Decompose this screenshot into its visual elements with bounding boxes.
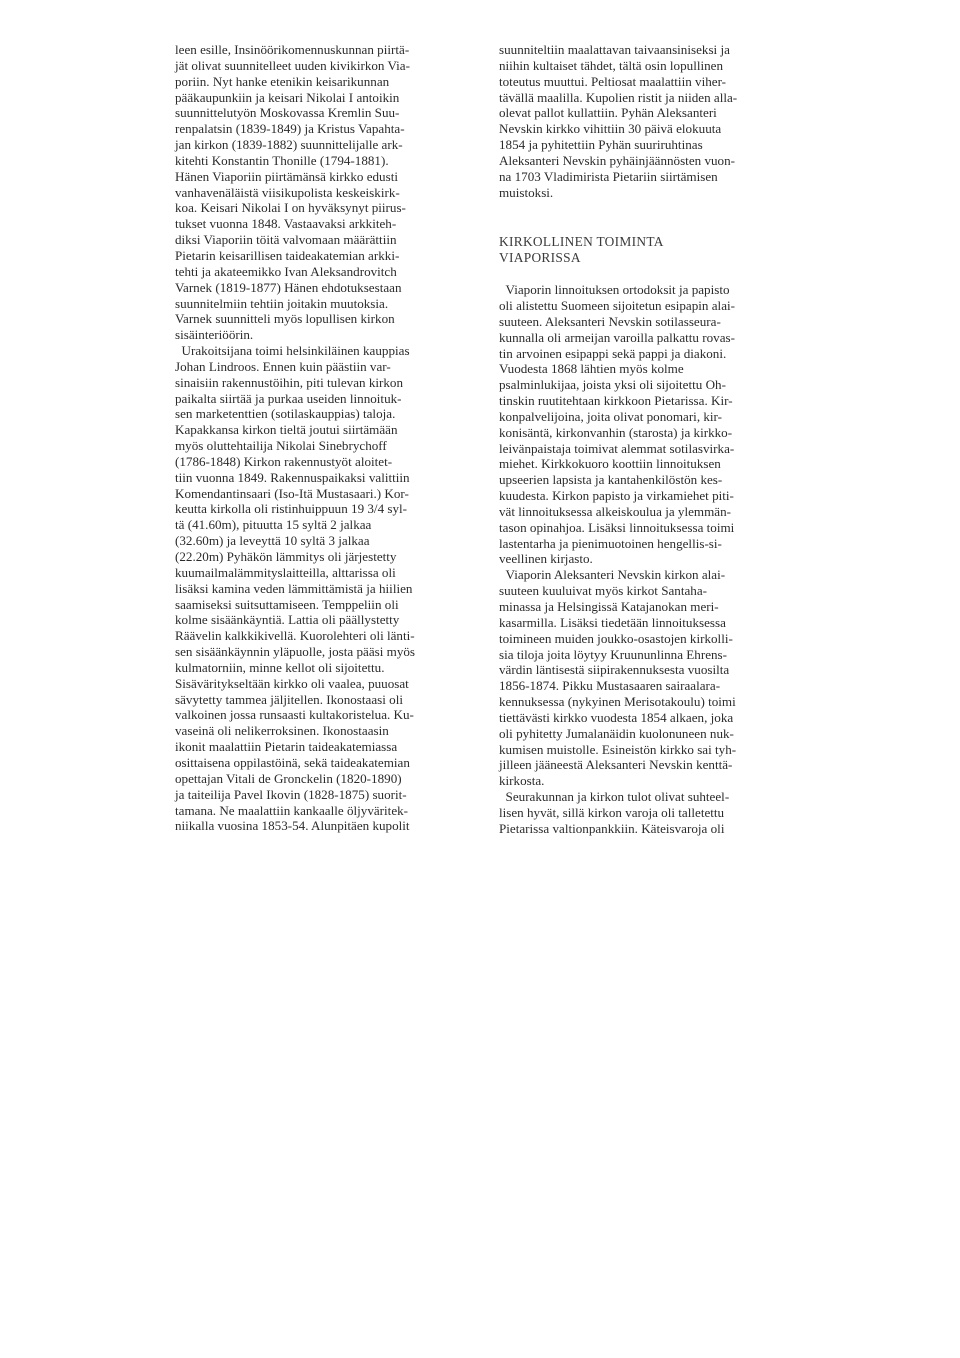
text-line: kitehti Konstantin Thonille (1794-1881). <box>175 152 389 168</box>
heading-line: VIAPORISSA <box>499 250 581 266</box>
text-line: poriin. Nyt hanke etenikin keisarikunnan <box>175 73 390 89</box>
text-line: sen marketenttien (sotilaskauppias) taloja. <box>175 406 396 422</box>
text-line: Viaporin Aleksanteri Nevskin kirkon alai- <box>499 567 726 583</box>
text-line: (22.20m) Pyhäkön lämmitys oli järjestetty <box>175 549 397 564</box>
text-line: 1856-1874. Pikku Mustasaaren sairaalara- <box>499 678 721 694</box>
text-line: jilleen jääneestä Aleksanteri Nevskin kenttä- <box>499 757 733 773</box>
text-line: Sisäväritykseltään kirkko oli vaalea, puuosat <box>175 675 409 691</box>
text-line: Pietarin keisarillisen taideakatemian arkki- <box>175 247 400 263</box>
text-line: kuumailmalämmityslaitteilla, alttarissa oli <box>175 564 396 580</box>
text-line: tason opinahjoa. Lisäksi linnoituksessa toimi <box>499 519 735 535</box>
text-line: sia tiloja joita löytyy Kruununlinna Ehrens- <box>499 646 728 662</box>
section-spacer <box>499 266 767 282</box>
text-line: psalminlukijaa, joista yksi oli sijoitettu Oh- <box>499 377 726 393</box>
text-line: tävällä maalilla. Kupolien ristit ja niiden alla- <box>499 89 738 105</box>
section-heading <box>499 234 767 266</box>
text-line: tukset vuonna 1848. Vastaavaksi arkkiteh- <box>175 216 397 232</box>
text-line: minassa ja Helsingissä Katajanokan meri- <box>499 599 719 614</box>
text-line: Varnek suunnitteli myös lopullisen kirkon <box>175 311 395 327</box>
text-line: Kapakkansa kirkon tieltä joutui siirtämään <box>175 422 398 438</box>
text-line: suunniteltiin maalattavan taivaansiniseksi ja <box>499 42 730 57</box>
section-spacer <box>499 200 767 218</box>
text-line: suunnittelutyön Moskovassa Kremlin Suu- <box>175 105 400 121</box>
text-line: leen esille, Insinöörikomennuskunnan piirtä- <box>175 42 410 57</box>
text-line: osittaisena oppilastöinä, sekä taideakatemian <box>175 754 410 770</box>
text-line: upseerien lapsista ja kantahenkilöstön kes- <box>499 472 723 488</box>
text-line: tiin vuonna 1849. Rakennuspaikaksi valittiin <box>175 469 410 485</box>
text-line: ikonit maalattiin Pietarin taideakatemiassa <box>175 739 398 755</box>
text-line: (1786-1848) Kirkon rakennustyöt aloitet- <box>175 453 393 469</box>
text-line: pääkaupunkiin ja keisari Nikolai I antoikin <box>175 89 400 105</box>
text-line: oli pyhitetty Jumalanäidin kuolonuneen nuk- <box>499 725 734 741</box>
text-line: Hänen Viaporiin piirtämänsä kirkko edusti <box>175 168 398 184</box>
text-line: keutta kirkolla oli ristinhuippuun 19 3/4 syl- <box>175 501 408 517</box>
text-line: leivänpaistaja toimivat alemmat sotilasvirka- <box>499 440 735 456</box>
text-line: kolme sisäänkäyntiä. Lattia oli päällystetty <box>175 612 400 628</box>
text-line: valkoinen jossa runsaasti kultakoristelua. Ku- <box>175 707 414 723</box>
text-line: tä (41.60m), pituutta 15 syltä 2 jalkaa <box>175 517 372 533</box>
text-line: Johan Lindroos. Ennen kuin päästiin var- <box>175 358 391 374</box>
text-line: toimineen muiden joukko-osastojen kirkolli- <box>499 630 733 646</box>
text-line: kunnalla oli armeijan varoilla palkattu rovas- <box>499 329 735 345</box>
text-line: ja taiteilija Pavel Ikovin (1828-1875) suorit- <box>175 786 407 802</box>
text-line: (32.60m) ja leveyttä 10 syltä 3 jalkaa <box>175 533 370 549</box>
text-line: Räävelin kalkkikivellä. Kuorolehteri oli länti- <box>175 628 415 644</box>
text-line: olevat pallot kullattiin. Pyhän Aleksanteri <box>499 105 717 121</box>
text-line: saamiseksi suitsuttamiseen. Temppeliin oli <box>175 596 399 612</box>
text-line: niikalla vuosina 1853-54. Alunpitäen kupolit <box>175 818 410 834</box>
text-line: Pietarissa valtionpankkiin. Käteisvaroja oli <box>499 820 725 836</box>
text-line: suuteen kuuluivat myös kirkot Santaha- <box>499 583 708 599</box>
text-line: sisäinteriöörin. <box>175 327 254 343</box>
text-line: diksi Viaporiin töitä valvomaan määrättiin <box>175 232 397 248</box>
text-line: jan kirkon (1839-1882) suunnittelijalle ark- <box>175 137 403 153</box>
text-line: sen sisäänkäynnin yläpuolle, josta pääsi myös <box>175 644 416 660</box>
text-line: oli alistettu Suomeen sijoitetun esipapin alai- <box>499 297 736 313</box>
text-line: muistoksi. <box>499 184 554 200</box>
text-line: sinaisiin rakennustöihin, piti tulevan kirkon <box>175 374 404 390</box>
text-line: vaseinä oli nelikerroksinen. Ikonostaasin <box>175 723 389 739</box>
text-line: jät olivat suunnitelleet uuden kivikirkon Via- <box>175 57 410 73</box>
text-line: Vuodesta 1868 lähtien myös kolme <box>499 361 684 377</box>
text-line: Varnek (1819-1877) Hänen ehdotuksestaan <box>175 279 402 295</box>
text-line: vanhavenäläistä viisikupolista keskeiskirk- <box>175 184 400 200</box>
text-line: na 1703 Vladimirista Pietariin siirtämisen <box>499 168 718 184</box>
text-line: tiettävästi kirkko vuodesta 1854 alkaen, joka <box>499 709 734 725</box>
text-line: Viaporin linnoituksen ortodoksit ja papisto <box>499 282 730 298</box>
text-line: miehet. Kirkkokuoro koottiin linnoituksen <box>499 456 721 472</box>
text-line: Urakoitsijana toimi helsinkiläinen kauppias <box>175 343 410 359</box>
heading-line: KIRKOLLINEN TOIMINTA <box>499 234 664 250</box>
text-line: niihin kultaiset tähdet, tältä osin lopullinen <box>499 57 724 73</box>
text-line: värdin läntisestä siipirakennuksesta vuosilta <box>499 662 730 678</box>
right-intro-paragraph <box>499 42 767 200</box>
text-line: 1854 ja pyhitettiin Pyhän suuriruhtinas <box>499 137 703 153</box>
text-line: kennuksessa (nykyinen Merisotakoulu) toimi <box>499 694 736 710</box>
text-line: suunnitelmiin tehtiin joitakin muutoksia. <box>175 295 389 311</box>
text-line: Komendantinsaari (Iso-Itä Mustasaari.) Kor- <box>175 485 409 501</box>
left-text-column <box>175 42 450 834</box>
text-line: koa. Keisari Nikolai I on hyväksynyt piirus- <box>175 200 406 216</box>
text-line: tin arvoinen esipappi sekä pappi ja diakoni. <box>499 345 727 361</box>
text-line: veellinen kirjasto. <box>499 551 593 567</box>
text-line: tinskin ruutitehtaan kirkkoon Pietarissa. Kir- <box>499 393 733 409</box>
text-line: tamana. Ne maalattiin kankaalle öljyväritek- <box>175 802 409 818</box>
text-line: lisen hyvät, sillä kirkon varoja oli talletettu <box>499 804 725 820</box>
text-line: Aleksanteri Nevskin pyhäinjäännösten vuon- <box>499 152 735 168</box>
text-line: paikalta siirtää ja purkaa useiden linnoituk- <box>175 390 402 406</box>
text-line: myös oluttehtailija Nikolai Sinebrychoff <box>175 438 387 454</box>
right-body-paragraphs <box>499 282 767 837</box>
text-line: lisäksi kamina veden lämmittämistä ja hiilien <box>175 580 413 596</box>
text-line: sävytetty tammea jäljitellen. Ikonostaasi oli <box>175 691 403 707</box>
text-line: konisäntä, kirkonvanhin (starosta) ja kirkko- <box>499 424 733 440</box>
text-line: opettajan Vitali de Gronckelin (1820-1890) <box>175 770 402 786</box>
right-text-column <box>499 42 767 837</box>
text-line: Nevskin kirkko vihittiin 30 päivä elokuuta <box>499 121 722 137</box>
text-line: renpalatsin (1839-1849) ja Kristus Vapahta- <box>175 121 405 137</box>
text-line: suuteen. Aleksanteri Nevskin sotilasseura- <box>499 313 721 329</box>
text-line: kirkosta. <box>499 773 545 789</box>
text-line: kuudesta. Kirkon papisto ja virkamiehet piti- <box>499 488 734 504</box>
text-line: kulmatorniin, minne kellot oli sijoitettu. <box>175 659 385 675</box>
text-line: tehti ja akateemikko Ivan Aleksandrovitch <box>175 263 397 279</box>
section-spacer <box>499 218 767 234</box>
text-line: konpalvelijoina, joita olivat ponomari, kir- <box>499 408 723 424</box>
text-line: kasarmilla. Lisäksi tiedetään linnoituksessa <box>499 614 726 630</box>
text-line: lastentarha ja pienimuotoinen hengellis-si- <box>499 535 722 551</box>
text-line: kumisen muistolle. Esineistön kirkko sai tyh- <box>499 741 737 757</box>
text-line: toteutus muuttui. Peltiosat maalattiin viher- <box>499 73 727 89</box>
text-line: Seurakunnan ja kirkon tulot olivat suhteel- <box>499 789 730 805</box>
text-line: vät linnoituksessa alkeiskoulua ja ylemmän- <box>499 503 731 519</box>
